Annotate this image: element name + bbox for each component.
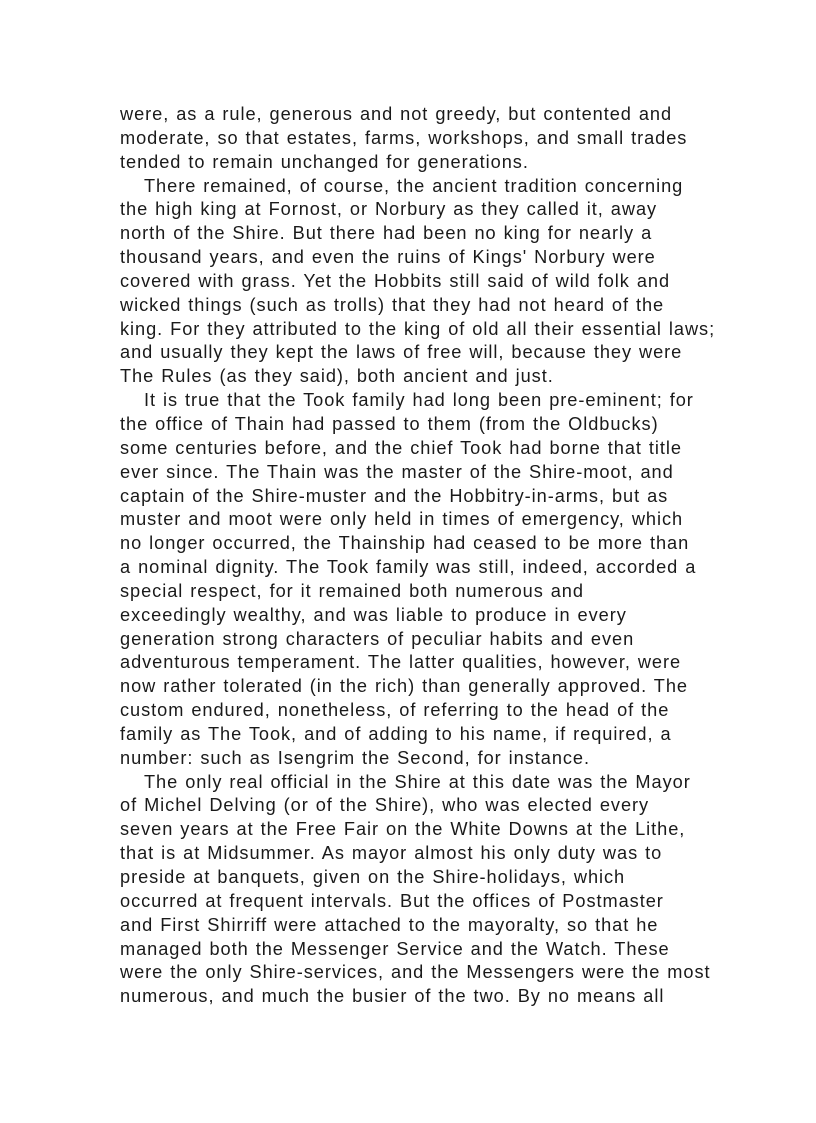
text-line: special respect, for it remained both numerous and xyxy=(120,580,584,601)
text-line: and First Shirriff were attached to the mayoralty, so that he xyxy=(120,914,659,935)
text-line: the office of Thain had passed to them (from the Oldbucks) xyxy=(120,413,659,434)
text-line: king. For they attributed to the king of old all their essential laws; xyxy=(120,318,716,339)
text-line: the high king at Fornost, or Norbury as they called it, away xyxy=(120,199,658,220)
text-line: were the only Shire-services, and the Messengers were the most xyxy=(120,962,711,983)
text-line: of Michel Delving (or of the Shire), who was elected every xyxy=(120,795,650,816)
text-line: There remained, of course, the ancient tradition concerning xyxy=(144,175,684,196)
text-line: number: such as Isengrim the Second, for instance. xyxy=(120,747,590,768)
text-line: adventurous temperament. The latter qualities, however, were xyxy=(120,652,682,673)
text-line: thousand years, and even the ruins of Kings' Norbury were xyxy=(120,247,656,268)
text-line: The only real official in the Shire at this date was the Mayor xyxy=(144,771,691,792)
text-line: captain of the Shire-muster and the Hobbitry-in-arms, but as xyxy=(120,485,669,506)
text-line: The Rules (as they said), both ancient and just. xyxy=(120,366,554,387)
text-line: moderate, so that estates, farms, workshops, and small trades xyxy=(120,127,688,148)
text-line: numerous, and much the busier of the two. By no means all xyxy=(120,986,665,1007)
text-line: no longer occurred, the Thainship had ceased to be more than xyxy=(120,533,690,554)
text-line: north of the Shire. But there had been no king for nearly a xyxy=(120,223,653,244)
text-line: now rather tolerated (in the rich) than generally approved. The xyxy=(120,676,688,697)
text-line: family as The Took, and of adding to his name, if required, a xyxy=(120,723,672,744)
text-line: tended to remain unchanged for generations. xyxy=(120,151,529,172)
text-line: and usually they kept the laws of free will, because they were xyxy=(120,342,683,363)
text-line: exceedingly wealthy, and was liable to produce in every xyxy=(120,604,627,625)
text-line: covered with grass. Yet the Hobbits still said of wild folk and xyxy=(120,270,671,291)
text-line: were, as a rule, generous and not greedy, but contented and xyxy=(120,104,673,124)
text-line: generation strong characters of peculiar habits and even xyxy=(120,628,635,649)
text-line: a nominal dignity. The Took family was still, indeed, accorded a xyxy=(120,557,697,578)
document-page xyxy=(120,103,716,1009)
text-line: that is at Midsummer. As mayor almost his only duty was to xyxy=(120,843,663,864)
text-line: wicked things (such as trolls) that they had not heard of the xyxy=(120,294,665,315)
text-line: occurred at frequent intervals. But the offices of Postmaster xyxy=(120,890,664,911)
text-line: It is true that the Took family had long been pre-eminent; for xyxy=(144,390,694,411)
text-line: seven years at the Free Fair on the White Downs at the Lithe, xyxy=(120,819,686,840)
text-line: preside at banquets, given on the Shire-holidays, which xyxy=(120,867,626,887)
text-line: ever since. The Thain was the master of the Shire-moot, and xyxy=(120,461,674,482)
text-line: managed both the Messenger Service and the Watch. These xyxy=(120,938,670,959)
text-line: some centuries before, and the chief Took had borne that title xyxy=(120,437,682,458)
text-line: muster and moot were only held in times of emergency, which xyxy=(120,509,684,530)
text-line: custom endured, nonetheless, of referring to the head of the xyxy=(120,700,670,721)
